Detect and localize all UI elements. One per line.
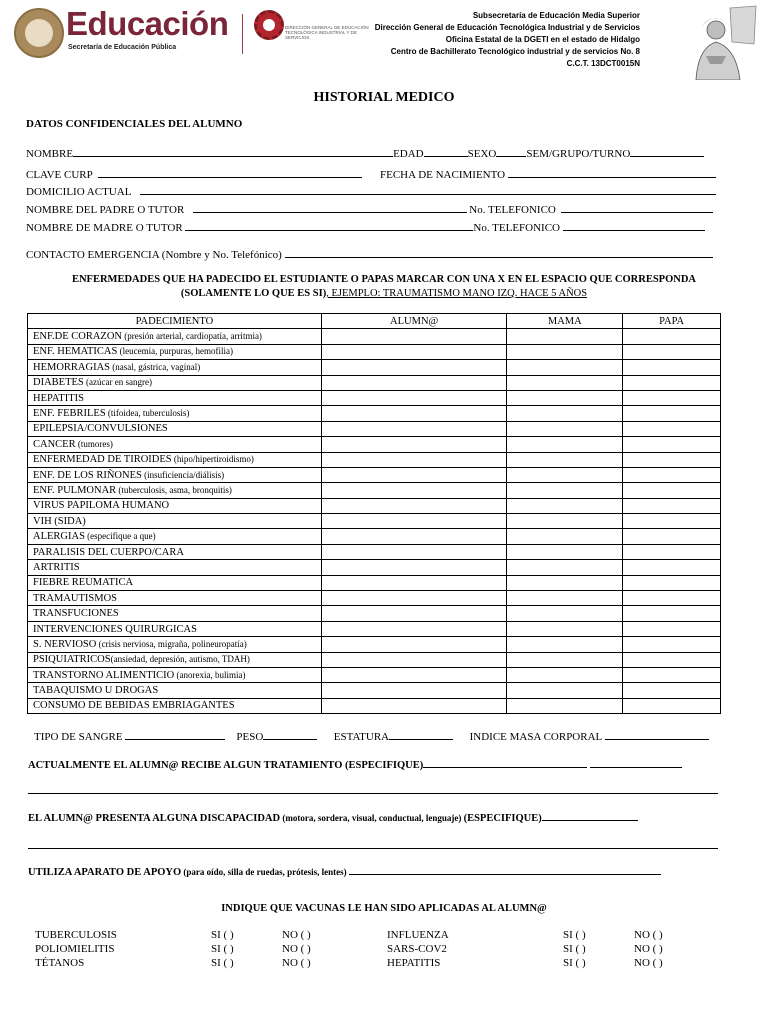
contacto-field[interactable] [285, 247, 713, 258]
treatment-answer-line[interactable] [28, 793, 718, 794]
vaccine-name: INFLUENZA [387, 929, 449, 941]
mama-mark-cell[interactable] [507, 652, 623, 667]
mama-mark-cell[interactable] [507, 406, 623, 421]
papa-mark-cell[interactable] [623, 406, 721, 421]
support-device-question: UTILIZA APARATO DE APOYO (para oído, silla de ruedas, prótesis, lentes) [28, 864, 661, 878]
column-header: MAMA [507, 314, 623, 329]
alumno-mark-cell[interactable] [321, 467, 507, 482]
condition-name: VIRUS PAPILOMA HUMANO [33, 500, 170, 512]
vaccine-name: POLIOMIELITIS [35, 943, 115, 955]
condition-cell [28, 652, 322, 667]
papa-mark-cell[interactable] [623, 637, 721, 652]
mama-mark-cell[interactable] [507, 375, 623, 390]
disability-detail: (motora, sordera, visual, conductual, lenguaje) [280, 813, 464, 823]
support-device-detail: (para oído, silla de ruedas, prótesis, lentes) [181, 867, 349, 877]
condition-cell [28, 344, 322, 359]
field-label-imc: INDICE MASA CORPORAL [469, 731, 603, 743]
table-row [28, 514, 721, 529]
mama-mark-cell[interactable] [507, 667, 623, 682]
mama-mark-cell[interactable] [507, 683, 623, 698]
papa-mark-cell[interactable] [623, 575, 721, 590]
vaccines-heading: INDIQUE QUE VACUNAS LE HAN SIDO APLICADAS AL ALUMN@ [221, 903, 547, 914]
table-row [28, 637, 721, 652]
discapacidad-field[interactable] [542, 810, 638, 821]
table-row [28, 591, 721, 606]
papa-mark-cell[interactable] [623, 606, 721, 621]
address-row [26, 184, 716, 198]
tratamiento-field-2[interactable] [590, 757, 682, 768]
vaccine-si-checkbox[interactable]: SI ( ) [211, 929, 234, 941]
table-row [28, 667, 721, 682]
vaccine-no-checkbox[interactable]: NO ( ) [282, 929, 311, 941]
mama-mark-cell[interactable] [507, 606, 623, 621]
condition-detail: (hipo/hipertiroidismo) [171, 454, 254, 465]
apoyo-field[interactable] [349, 864, 661, 875]
alumno-mark-cell[interactable] [321, 360, 507, 375]
mother-row [26, 220, 705, 234]
vaccine-no-checkbox[interactable]: NO ( ) [282, 943, 311, 955]
condition-detail: (azúcar en sangre) [83, 377, 152, 388]
sep-seal-logo [14, 8, 64, 58]
alumno-mark-cell[interactable] [321, 514, 507, 529]
papa-mark-cell[interactable] [623, 621, 721, 636]
papa-mark-cell[interactable] [623, 467, 721, 482]
alumno-mark-cell[interactable] [321, 544, 507, 559]
condition-name: CANCER [33, 438, 76, 450]
alumno-mark-cell[interactable] [321, 483, 507, 498]
condition-name: ENFERMEDAD DE TIROIDES [33, 454, 172, 466]
condition-name: FIEBRE REUMATICA [33, 577, 134, 589]
papa-mark-cell[interactable] [623, 591, 721, 606]
medical-history-table [27, 313, 721, 714]
table-row [28, 483, 721, 498]
condition-cell [28, 606, 322, 621]
mama-mark-cell[interactable] [507, 437, 623, 452]
table-row [28, 652, 721, 667]
header-divider [242, 14, 243, 54]
condition-detail: (tumores) [75, 438, 113, 449]
condition-name: PARALISIS DEL CUERPO/CARA [33, 546, 184, 558]
condition-name: ARTRITIS [33, 561, 80, 573]
condition-cell [28, 483, 322, 498]
field-label-curp: CLAVE CURP [26, 169, 93, 181]
table-row [28, 421, 721, 436]
fecha-field[interactable] [508, 167, 716, 178]
condition-cell [28, 667, 322, 682]
tipo-sangre-field[interactable] [125, 729, 225, 740]
alumno-mark-cell[interactable] [321, 621, 507, 636]
imc-field[interactable] [605, 729, 709, 740]
condition-detail: (especifique a que) [84, 531, 156, 542]
sem-field[interactable] [630, 146, 704, 157]
alumno-mark-cell[interactable] [321, 698, 507, 713]
condition-cell [28, 437, 322, 452]
alumno-mark-cell[interactable] [321, 329, 507, 344]
field-label-estatura: ESTATURA [333, 731, 390, 743]
alumno-mark-cell[interactable] [321, 683, 507, 698]
alumno-mark-cell[interactable] [321, 637, 507, 652]
emergency-row [26, 247, 713, 261]
table-row [28, 375, 721, 390]
papa-mark-cell[interactable] [623, 514, 721, 529]
alumno-mark-cell[interactable] [321, 344, 507, 359]
table-row [28, 390, 721, 405]
condition-cell [28, 637, 322, 652]
bio-row [34, 729, 709, 743]
condition-name: ALERGIAS [33, 531, 85, 543]
column-header: PAPA [623, 314, 721, 329]
condition-detail: (ansiedad, depresión, autismo, TDAH) [110, 654, 250, 665]
alumno-mark-cell[interactable] [321, 452, 507, 467]
alumno-mark-cell[interactable] [321, 390, 507, 405]
sexo-field[interactable] [496, 146, 526, 157]
header-line: Oficina Estatal de la DGETI en el estado de Hidalgo [445, 35, 640, 44]
mama-mark-cell[interactable] [507, 560, 623, 575]
papa-mark-cell[interactable] [623, 437, 721, 452]
mama-mark-cell[interactable] [507, 452, 623, 467]
condition-cell [28, 421, 322, 436]
papa-mark-cell[interactable] [623, 421, 721, 436]
condition-cell [28, 683, 322, 698]
field-label-contacto: CONTACTO EMERGENCIA (Nombre y No. Telefónico) [26, 249, 282, 261]
name-row [26, 146, 704, 160]
table-row [28, 698, 721, 713]
table-row [28, 329, 721, 344]
condition-name: PSIQUIATRICOS [33, 654, 111, 666]
vaccine-si-checkbox[interactable]: SI ( ) [211, 943, 234, 955]
field-label-domicilio: DOMICILIO ACTUAL [26, 186, 132, 198]
mama-mark-cell[interactable] [507, 591, 623, 606]
mama-mark-cell[interactable] [507, 637, 623, 652]
papa-mark-cell[interactable] [623, 360, 721, 375]
table-row [28, 606, 721, 621]
table-header-row [28, 314, 721, 329]
header-line: Subsecretaría de Educación Media Superior [472, 11, 640, 20]
condition-name: DIABETES [33, 377, 84, 389]
tratamiento-field[interactable] [423, 757, 587, 768]
condition-name: HEPATITIS [33, 392, 84, 404]
tel2-field[interactable] [563, 220, 705, 231]
field-label-sem: SEM/GRUPO/TURNO [526, 148, 631, 160]
condition-cell [28, 698, 322, 713]
condition-name: HEMORRAGIAS [33, 361, 111, 373]
mama-mark-cell[interactable] [507, 344, 623, 359]
alumno-mark-cell[interactable] [321, 560, 507, 575]
field-label-tel1: No. TELEFONICO [469, 204, 556, 216]
disability-answer-line[interactable] [28, 848, 718, 849]
papa-mark-cell[interactable] [623, 667, 721, 682]
vaccine-name: TUBERCULOSIS [35, 929, 117, 941]
alumno-mark-cell[interactable] [321, 591, 507, 606]
condition-cell [28, 375, 322, 390]
table-row [28, 467, 721, 482]
alumno-mark-cell[interactable] [321, 667, 507, 682]
page-title: HISTORIAL MEDICO [313, 90, 455, 105]
curp-field[interactable] [98, 167, 362, 178]
field-label-nombre: NOMBRE [26, 148, 74, 160]
papa-mark-cell[interactable] [623, 452, 721, 467]
condition-name: EPILEPSIA/CONVULSIONES [33, 423, 168, 435]
field-label-fecha: FECHA DE NACIMIENTO [380, 169, 506, 181]
condition-name: TABAQUISMO U DROGAS [33, 685, 159, 697]
alumno-mark-cell[interactable] [321, 375, 507, 390]
condition-detail: (crisis nerviosa, migraña, polineuropatía) [96, 638, 247, 649]
logo-subtitle: Secretaría de Educación Pública [68, 44, 177, 51]
father-row [26, 202, 713, 216]
table-row [28, 683, 721, 698]
papa-mark-cell[interactable] [623, 483, 721, 498]
heroine-portrait-image [682, 4, 758, 80]
condition-cell [28, 329, 322, 344]
papa-mark-cell[interactable] [623, 698, 721, 713]
vaccine-no-checkbox[interactable]: NO ( ) [634, 943, 663, 955]
vaccine-no-checkbox[interactable]: NO ( ) [634, 929, 663, 941]
padre-field[interactable] [193, 202, 467, 213]
treatment-question: ACTUALMENTE EL ALUMN@ RECIBE ALGUN TRATAMIENTO (ESPECIFIQUE) [28, 757, 682, 771]
mama-mark-cell[interactable] [507, 467, 623, 482]
vaccine-no-checkbox[interactable]: NO ( ) [634, 957, 663, 969]
vaccine-si-checkbox[interactable]: SI ( ) [563, 943, 586, 955]
condition-cell [28, 529, 322, 544]
mama-mark-cell[interactable] [507, 621, 623, 636]
condition-cell [28, 452, 322, 467]
alumno-mark-cell[interactable] [321, 421, 507, 436]
logo-title: Educación [66, 5, 229, 42]
condition-name: ENF. PULMONAR [33, 484, 117, 496]
papa-mark-cell[interactable] [623, 390, 721, 405]
condition-name: VIH (SIDA) [33, 515, 86, 527]
nombre-field[interactable] [73, 146, 393, 157]
vaccine-si-checkbox[interactable]: SI ( ) [563, 957, 586, 969]
dgeti-gear-logo [254, 10, 284, 40]
condition-cell [28, 498, 322, 513]
papa-mark-cell[interactable] [623, 652, 721, 667]
tel1-field[interactable] [561, 202, 713, 213]
mama-mark-cell[interactable] [507, 529, 623, 544]
condition-name: ENF. FEBRILES [33, 408, 106, 420]
condition-cell [28, 591, 322, 606]
vaccines-grid [0, 929, 768, 974]
table-row [28, 621, 721, 636]
table-row [28, 406, 721, 421]
peso-field[interactable] [263, 729, 317, 740]
field-label-edad: EDAD [393, 148, 424, 160]
diseases-heading-line2: (SOLAMENTE LO QUE ES SI), EJEMPLO: TRAUMATISMO MANO IZQ. HACE 5 AÑOS [180, 288, 588, 299]
header-line: Dirección General de Educación Tecnológica Industrial y de Servicios [374, 23, 640, 32]
condition-detail: (tuberculosis, asma, bronquitis) [116, 484, 232, 495]
condition-detail: (anorexia, bulimia) [174, 669, 246, 680]
field-label-sexo: SEXO [467, 148, 497, 160]
mama-mark-cell[interactable] [507, 329, 623, 344]
condition-cell [28, 544, 322, 559]
vaccine-name: HEPATITIS [387, 957, 441, 969]
alumno-mark-cell[interactable] [321, 498, 507, 513]
estatura-field[interactable] [389, 729, 453, 740]
condition-name: TRANSTORNO ALIMENTICIO [33, 669, 175, 681]
papa-mark-cell[interactable] [623, 344, 721, 359]
alumno-mark-cell[interactable] [321, 529, 507, 544]
vaccine-name: TÉTANOS [35, 957, 85, 969]
papa-mark-cell[interactable] [623, 529, 721, 544]
condition-name: S. NERVIOSO [33, 638, 97, 650]
vaccine-name: SARS-COV2 [387, 943, 447, 955]
alumno-mark-cell[interactable] [321, 575, 507, 590]
mama-mark-cell[interactable] [507, 360, 623, 375]
mama-mark-cell[interactable] [507, 544, 623, 559]
madre-field[interactable] [185, 220, 473, 231]
edad-field[interactable] [424, 146, 468, 157]
field-label-madre: NOMBRE DE MADRE O TUTOR [26, 222, 183, 234]
condition-name: INTERVENCIONES QUIRURGICAS [33, 623, 197, 635]
condition-detail: (tifoidea, tuberculosis) [105, 408, 190, 419]
header-line: C.C.T. 13DCT0015N [566, 59, 640, 68]
alumno-mark-cell[interactable] [321, 652, 507, 667]
condition-detail: (nasal, gástrica, vaginal) [110, 361, 201, 372]
condition-name: ENF. DE LOS RIÑONES [33, 469, 142, 481]
field-label-peso: PESO [236, 731, 264, 743]
vaccine-no-checkbox[interactable]: NO ( ) [282, 957, 311, 969]
alumno-mark-cell[interactable] [321, 437, 507, 452]
condition-cell [28, 467, 322, 482]
condition-cell [28, 406, 322, 421]
papa-mark-cell[interactable] [623, 498, 721, 513]
table-row [28, 437, 721, 452]
dgeti-badge-text: DIRECCIÓN GENERAL DE EDUCACIÓN TECNOLÓGICA INDUSTRIAL Y DE SERVICIOS [285, 25, 369, 40]
papa-mark-cell[interactable] [623, 375, 721, 390]
example-text: , EJEMPLO: TRAUMATISMO MANO IZQ. HACE 5 AÑOS [326, 288, 588, 299]
table-row [28, 529, 721, 544]
diseases-heading [26, 273, 742, 301]
alumno-mark-cell[interactable] [321, 606, 507, 621]
curp-row [26, 167, 362, 181]
condition-cell [28, 621, 322, 636]
condition-cell [28, 390, 322, 405]
condition-name: TRAMAUTISMOS [33, 592, 118, 604]
disability-question: EL ALUMN@ PRESENTA ALGUNA DISCAPACIDAD (motora, sordera, visual, conductual, lenguaje) (ESPECIFIQUE) [28, 810, 638, 824]
section-confidential-title: DATOS CONFIDENCIALES DEL ALUMNO [26, 118, 243, 130]
table-row [28, 344, 721, 359]
papa-mark-cell[interactable] [623, 560, 721, 575]
mama-mark-cell[interactable] [507, 514, 623, 529]
papa-mark-cell[interactable] [623, 329, 721, 344]
column-header: PADECIMIENTO [28, 314, 322, 329]
table-row [28, 560, 721, 575]
table-row [28, 575, 721, 590]
mama-mark-cell[interactable] [507, 483, 623, 498]
birthdate-row [380, 167, 716, 181]
condition-name: CONSUMO DE BEBIDAS EMBRIAGANTES [33, 700, 235, 712]
condition-name: TRANSFUCIONES [33, 608, 119, 620]
condition-detail: (presión arterial, cardiopatía, arritmia) [122, 331, 262, 342]
condition-cell [28, 575, 322, 590]
mama-mark-cell[interactable] [507, 421, 623, 436]
field-label-padre: NOMBRE DEL PADRE O TUTOR [26, 204, 185, 216]
vaccine-si-checkbox[interactable]: SI ( ) [563, 929, 586, 941]
mama-mark-cell[interactable] [507, 575, 623, 590]
header-institution-lines [300, 10, 640, 70]
column-header: ALUMN@ [321, 314, 507, 329]
mama-mark-cell[interactable] [507, 498, 623, 513]
table-row [28, 498, 721, 513]
domicilio-field[interactable] [140, 184, 716, 195]
condition-cell [28, 360, 322, 375]
header-line: Centro de Bachillerato Tecnológico industrial y de servicios No. 8 [390, 47, 640, 56]
mama-mark-cell[interactable] [507, 390, 623, 405]
papa-mark-cell[interactable] [623, 683, 721, 698]
papa-mark-cell[interactable] [623, 544, 721, 559]
condition-name: ENF.DE CORAZON [33, 331, 122, 343]
condition-cell [28, 560, 322, 575]
table-row [28, 452, 721, 467]
diseases-heading-line1: ENFERMEDADES QUE HA PADECIDO EL ESTUDIANTE O PAPAS MARCAR CON UNA X EN EL ESPACIO QUE CORRESPONDA [71, 274, 697, 285]
condition-cell [28, 514, 322, 529]
table-row [28, 544, 721, 559]
condition-name: ENF. HEMATICAS [33, 346, 118, 358]
condition-detail: (insuficiencia/diálisis) [141, 469, 225, 480]
field-label-tipo-sangre: TIPO DE SANGRE [34, 731, 123, 743]
vaccine-si-checkbox[interactable]: SI ( ) [211, 957, 234, 969]
field-label-tel2: No. TELEFONICO [473, 222, 560, 234]
table-row [28, 360, 721, 375]
alumno-mark-cell[interactable] [321, 406, 507, 421]
mama-mark-cell[interactable] [507, 698, 623, 713]
condition-detail: (leucemia, purpuras, hemofilia) [117, 346, 234, 357]
